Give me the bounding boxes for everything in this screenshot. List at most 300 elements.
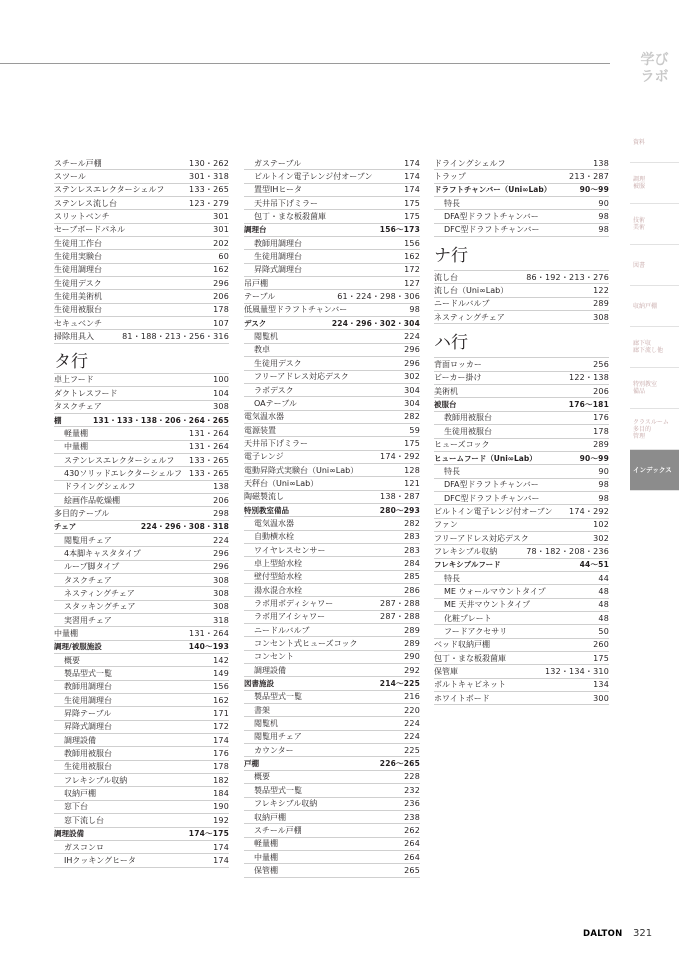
index-page-ref: 100	[213, 375, 229, 385]
index-entry-row	[434, 625, 609, 638]
index-entry-label: 天井吊下げミラー	[254, 198, 318, 208]
index-page-ref: 50	[598, 626, 609, 636]
index-entry-label: 低風量型ドラフトチャンバー	[244, 305, 348, 315]
index-entry-label: ビルトイン電子レンジ付オーブン	[434, 506, 553, 516]
index-page-ref: 308	[593, 312, 609, 322]
index-entry-label: ダクトレスフード	[54, 388, 118, 398]
index-entry-row	[244, 344, 420, 357]
index-entry-label: フードアクセサリ	[444, 626, 508, 636]
index-entry-row	[434, 224, 609, 237]
index-entry-row	[434, 479, 609, 492]
index-page-ref: 123・279	[189, 198, 229, 208]
index-entry-row	[434, 157, 609, 170]
index-entry-label: ヒューズコック	[434, 440, 490, 450]
index-page-ref: 289	[404, 639, 420, 649]
index-page-ref: 216	[404, 692, 420, 702]
sidebar-tab[interactable]	[630, 163, 679, 204]
index-page-ref: 174	[404, 158, 420, 168]
index-page-ref: 280〜293	[379, 505, 420, 515]
index-entry-row	[54, 854, 229, 867]
index-entry-label: 閲覧用チェア	[64, 535, 112, 545]
index-entry-row	[54, 667, 229, 680]
index-category-row	[244, 757, 420, 770]
index-entry-row	[244, 784, 420, 797]
index-page-ref: 98	[598, 493, 609, 503]
index-page-ref: 107	[213, 318, 229, 328]
index-page-ref: 131・264	[189, 428, 229, 438]
index-page-ref: 174	[404, 172, 420, 182]
index-entry-row	[244, 717, 420, 730]
index-entry-row	[54, 401, 229, 414]
index-page-ref: 206	[213, 495, 229, 505]
index-entry-label: 製品型式一覧	[64, 669, 112, 679]
index-entry-label: ラボ用ボディシャワー	[254, 599, 334, 609]
index-entry-label: フレキシブル収納	[254, 799, 318, 809]
index-entry-row	[54, 197, 229, 210]
index-page-ref: 182	[213, 775, 229, 785]
index-entry-label: 教卓	[254, 345, 270, 355]
index-entry-label: ニードルバルブ	[434, 299, 490, 309]
index-page-ref: 292	[404, 665, 420, 675]
index-page-ref: 59	[409, 425, 420, 435]
index-entry-row	[54, 290, 229, 303]
index-entry-row	[244, 771, 420, 784]
index-page-ref: 98	[598, 212, 609, 222]
index-entry-label: 特長	[444, 466, 460, 476]
index-entry-label: ボルトキャビネット	[434, 680, 506, 690]
index-page-ref: 178	[593, 426, 609, 436]
index-entry-label: 天秤台（Uni∞Lab）	[244, 478, 319, 488]
index-page-ref: 98	[598, 480, 609, 490]
index-section-heading: ハ行	[434, 324, 609, 358]
index-entry-row	[244, 838, 420, 851]
index-page-ref: 304	[404, 398, 420, 408]
index-page-ref: 296	[404, 345, 420, 355]
index-entry-label: 製品型式一覧	[254, 785, 302, 795]
index-entry-label: 流し台（Uni∞Lab）	[434, 286, 509, 296]
index-page-ref: 238	[404, 812, 420, 822]
index-entry-label: ベッド収納戸棚	[434, 640, 490, 650]
index-entry-row	[54, 157, 229, 170]
index-entry-label: スタッキングチェア	[64, 602, 136, 612]
index-page-ref: 308	[213, 602, 229, 612]
index-entry-row	[244, 651, 420, 664]
index-page-ref: 298	[213, 508, 229, 518]
index-entry-label: 生徒用調理台	[64, 695, 112, 705]
index-entry-row	[54, 317, 229, 330]
index-page-ref: 171	[213, 709, 229, 719]
index-entry-row	[244, 798, 420, 811]
index-entry-label: DFA型ドラフトチャンバー	[444, 212, 539, 222]
index-page-ref: 289	[404, 625, 420, 635]
dalton-logo: DALTON	[583, 929, 623, 939]
index-entry-label: 生徒用デスク	[254, 358, 302, 368]
index-page-ref: 286	[404, 585, 420, 595]
index-entry-row	[244, 237, 420, 250]
index-page-ref: 172	[404, 265, 420, 275]
index-page-ref: 296	[213, 562, 229, 572]
index-page-ref: 98	[598, 225, 609, 235]
index-page-ref: 290	[404, 652, 420, 662]
index-entry-label: 生徒用調理台	[254, 252, 302, 262]
index-entry-row	[54, 747, 229, 760]
index-entry-label: タスクチェア	[64, 575, 112, 585]
index-entry-row	[434, 639, 609, 652]
index-entry-label: コンセント式ヒューズコック	[254, 639, 358, 649]
index-entry-label: 生徒用被服台	[64, 762, 112, 772]
index-entry-row	[244, 664, 420, 677]
index-page-ref: 304	[404, 385, 420, 395]
index-entry-row	[244, 304, 420, 317]
index-entry-row	[244, 411, 420, 424]
index-page-ref: 174	[213, 855, 229, 865]
index-category-row	[244, 504, 420, 517]
index-entry-row	[54, 601, 229, 614]
index-entry-label: 自動横水栓	[254, 532, 294, 542]
index-entry-row	[244, 517, 420, 530]
index-entry-row	[244, 451, 420, 464]
index-page-ref: 318	[213, 615, 229, 625]
index-entry-row	[54, 494, 229, 507]
index-entry-label: 4本脚キャスタタイプ	[64, 548, 141, 558]
page-number: 321	[633, 928, 653, 939]
index-page-ref: 176	[593, 413, 609, 423]
index-page-ref: 287・288	[380, 612, 420, 622]
index-page-ref: 282	[404, 518, 420, 528]
index-category-row	[54, 521, 229, 534]
index-page-ref: 61・224・298・306	[337, 292, 420, 302]
index-entry-row	[54, 761, 229, 774]
index-entry-label: 生徒用デスク	[54, 278, 102, 288]
index-entry-label: 生徒用美術机	[54, 292, 102, 302]
index-entry-label: ヒュームフード（Uni∞Lab）	[434, 453, 537, 463]
index-entry-row	[244, 170, 420, 183]
index-page-ref: 121	[404, 478, 420, 488]
index-entry-row	[244, 357, 420, 370]
sidebar-brand-title: 学び ラボ	[640, 52, 669, 85]
index-page-ref: 131・264	[189, 629, 229, 639]
index-entry-label: 生徒用実験台	[54, 252, 102, 262]
index-entry-label: 多目的テーブル	[54, 508, 110, 518]
index-entry-label: 卓上フード	[54, 375, 94, 385]
index-entry-label: 棚	[54, 415, 62, 425]
index-page-ref: 232	[404, 785, 420, 795]
index-page-ref: 174・292	[569, 506, 609, 516]
index-entry-label: コンセント	[254, 652, 294, 662]
index-entry-row	[244, 824, 420, 837]
index-page-ref: 130・262	[189, 158, 229, 168]
index-entry-label: ME 天井マウントタイプ	[444, 600, 531, 610]
index-entry-row	[54, 467, 229, 480]
sidebar-tab-label: クラスルーム 多目的 管理	[633, 418, 669, 440]
index-category-row	[54, 828, 229, 841]
index-page-ref: 308	[213, 402, 229, 412]
sidebar-tab[interactable]	[630, 327, 679, 368]
index-page-ref: 283	[404, 532, 420, 542]
index-entry-label: ラボ用アイシャワー	[254, 612, 326, 622]
index-entry-label: スツール	[54, 172, 86, 182]
index-entry-row	[244, 611, 420, 624]
index-entry-row	[244, 557, 420, 570]
sidebar-tab[interactable]	[630, 409, 679, 450]
index-page-ref: 174・292	[380, 452, 420, 462]
index-entry-row	[54, 170, 229, 183]
index-entry-row	[244, 691, 420, 704]
index-entry-label: 電気温水器	[244, 412, 284, 422]
index-entry-label: 流し台	[434, 272, 458, 282]
index-entry-row	[244, 371, 420, 384]
index-entry-row	[54, 250, 229, 263]
sidebar-tab[interactable]	[630, 450, 679, 491]
index-page-ref: 224	[404, 732, 420, 742]
index-entry-label: スチール戸棚	[254, 825, 302, 835]
index-entry-label: 昇降式調理台	[64, 722, 112, 732]
index-entry-label: 包丁・まな板殺菌庫	[434, 653, 506, 663]
index-entry-row	[244, 571, 420, 584]
index-page-ref: 202	[213, 238, 229, 248]
index-entry-row	[54, 707, 229, 720]
index-entry-row	[54, 427, 229, 440]
index-entry-label: ワイヤレスセンサー	[254, 545, 326, 555]
index-entry-label: 中量棚	[254, 852, 278, 862]
index-entry-row	[244, 531, 420, 544]
index-entry-label: セキュベンチ	[54, 318, 102, 328]
index-entry-label: 窓下台	[64, 802, 88, 812]
index-entry-label: 保管棚	[254, 865, 278, 875]
index-entry-label: 収納戸棚	[254, 812, 286, 822]
index-entry-label: 電子レンジ	[244, 452, 284, 462]
index-page-ref: 174	[213, 735, 229, 745]
index-entry-row	[54, 681, 229, 694]
index-entry-row	[434, 439, 609, 452]
index-entry-label: 教師用調理台	[254, 238, 302, 248]
index-page-ref: 224・296・302・304	[331, 318, 420, 328]
index-page-ref: 220	[404, 705, 420, 715]
index-entry-row	[54, 264, 229, 277]
index-entry-row	[54, 654, 229, 667]
index-entry-row	[434, 572, 609, 585]
index-page-ref: 156〜173	[379, 225, 420, 235]
index-page-ref: 175	[404, 438, 420, 448]
index-entry-label: 絵画作品乾燥棚	[64, 495, 120, 505]
index-entry-label: 特別教室備品	[244, 505, 289, 515]
index-entry-label: 生徒用被服台	[444, 426, 492, 436]
index-entry-row	[54, 184, 229, 197]
sidebar-tab[interactable]	[630, 122, 679, 163]
index-entry-row	[54, 534, 229, 547]
index-page-ref: 213・287	[569, 172, 609, 182]
index-entry-label: 教師用被服台	[444, 413, 492, 423]
index-entry-label: ステンレスエレクターシェルフ	[64, 455, 175, 465]
index-entry-label: 置型IHヒータ	[254, 185, 303, 195]
index-page-ref: 296	[213, 548, 229, 558]
index-entry-label: ステンレスエレクターシェルフ	[54, 185, 165, 195]
index-entry-label: 閲覧机	[254, 332, 278, 342]
index-entry-row	[54, 330, 229, 343]
index-page-ref: 176	[213, 749, 229, 759]
index-category-row	[434, 559, 609, 572]
sidebar-tab[interactable]	[630, 286, 679, 327]
index-page-ref: 264	[404, 852, 420, 862]
index-entry-row	[244, 597, 420, 610]
sidebar-tab[interactable]	[630, 245, 679, 286]
index-entry-row	[434, 585, 609, 598]
index-entry-row	[54, 454, 229, 467]
index-entry-row	[244, 330, 420, 343]
index-page-ref: 81・188・213・256・316	[122, 332, 229, 342]
index-column-1	[54, 157, 229, 868]
index-entry-row	[434, 465, 609, 478]
index-page-ref: 284	[404, 558, 420, 568]
index-entry-label: 閲覧用チェア	[254, 732, 302, 742]
index-entry-row	[54, 587, 229, 600]
index-page-ref: 285	[404, 572, 420, 582]
index-page-ref: 302	[404, 372, 420, 382]
index-entry-row	[244, 731, 420, 744]
index-page-ref: 178	[213, 305, 229, 315]
index-entry-row	[54, 801, 229, 814]
index-page-ref: 174〜175	[188, 829, 229, 839]
index-entry-row	[54, 721, 229, 734]
index-entry-label: 保管庫	[434, 667, 458, 677]
index-page-ref: 78・182・208・236	[526, 546, 609, 556]
index-page-ref: 48	[598, 586, 609, 596]
index-page-ref: 301・318	[189, 172, 229, 182]
index-page-ref: 138・287	[380, 492, 420, 502]
index-entry-label: 戸棚	[244, 759, 259, 769]
index-page-ref: 90〜99	[579, 185, 609, 195]
index-entry-row	[244, 624, 420, 637]
index-entry-label: スチール戸棚	[54, 158, 102, 168]
index-entry-row	[434, 385, 609, 398]
page-footer	[0, 926, 679, 942]
index-section-heading: ナ行	[434, 237, 609, 271]
index-entry-row	[244, 464, 420, 477]
index-entry-row	[54, 441, 229, 454]
index-entry-label: 軽量棚	[254, 839, 278, 849]
index-page-ref: 224・296・308・318	[140, 522, 229, 532]
index-entry-row	[54, 507, 229, 520]
index-entry-label: ドライングシェルフ	[64, 482, 136, 492]
index-column-2	[244, 157, 420, 878]
index-entry-label: フレキシブル収納	[434, 546, 498, 556]
index-entry-row	[244, 397, 420, 410]
index-entry-label: 美術机	[434, 386, 458, 396]
index-page-ref: 256	[593, 360, 609, 370]
index-page-ref: 296	[404, 358, 420, 368]
index-entry-label: 概要	[254, 772, 270, 782]
sidebar-tab[interactable]	[630, 204, 679, 245]
index-entry-label: 卓上型給水栓	[254, 558, 302, 568]
index-entry-label: 軽量棚	[64, 428, 88, 438]
index-entry-label: ループ脚タイプ	[64, 562, 120, 572]
index-entry-label: 被服台	[434, 400, 457, 410]
index-entry-row	[434, 599, 609, 612]
sidebar-tab-label: インデックス	[633, 465, 672, 474]
index-page-ref: 224	[404, 719, 420, 729]
index-entry-row	[244, 250, 420, 263]
index-entry-label: チェア	[54, 522, 77, 532]
index-page-ref: 90	[598, 466, 609, 476]
index-category-row	[244, 224, 420, 237]
index-entry-label: 教師用被服台	[64, 749, 112, 759]
index-entry-row	[434, 505, 609, 518]
index-page-ref: 60	[218, 252, 229, 262]
index-entry-row	[244, 277, 420, 290]
index-entry-label: IHクッキングヒータ	[64, 855, 136, 865]
index-entry-row	[434, 412, 609, 425]
index-entry-label: 生徒用工作台	[54, 238, 102, 248]
index-page-ref: 289	[593, 440, 609, 450]
index-page-ref: 296	[213, 278, 229, 288]
index-page-ref: 262	[404, 825, 420, 835]
sidebar-tab-label: 特別教室 備品	[633, 381, 658, 395]
index-entry-row	[54, 304, 229, 317]
index-entry-row	[54, 561, 229, 574]
index-entry-row	[434, 170, 609, 183]
index-entry-label: 概要	[64, 655, 80, 665]
index-page-ref: 289	[593, 299, 609, 309]
index-entry-row	[244, 264, 420, 277]
index-page-ref: 287・288	[380, 599, 420, 609]
index-category-row	[434, 452, 609, 465]
index-page-ref: 90	[598, 198, 609, 208]
index-entry-row	[244, 384, 420, 397]
index-page-ref: 98	[409, 305, 420, 315]
index-page-ref: 206	[213, 292, 229, 302]
index-page-ref: 206	[593, 386, 609, 396]
index-page-ref: 131・264	[189, 442, 229, 452]
index-entry-label: DFC型ドラフトチャンバー	[444, 225, 540, 235]
index-entry-label: 掃除用具入	[54, 332, 94, 342]
index-entry-label: 調理設備	[254, 665, 286, 675]
index-entry-row	[244, 851, 420, 864]
index-entry-row	[244, 704, 420, 717]
index-entry-label: ガスコンロ	[64, 842, 104, 852]
index-entry-label: 電気温水器	[254, 518, 294, 528]
index-page-ref: 301	[213, 225, 229, 235]
index-entry-label: カウンター	[254, 745, 294, 755]
index-entry-row	[244, 811, 420, 824]
index-page-ref: 133・265	[189, 185, 229, 195]
sidebar-tab[interactable]	[630, 368, 679, 409]
index-entry-label: ファン	[434, 520, 458, 530]
index-entry-label: 昇降式調理台	[254, 265, 302, 275]
index-entry-label: 特長	[444, 573, 460, 583]
index-entry-row	[54, 481, 229, 494]
index-entry-row	[244, 437, 420, 450]
index-page-ref: 260	[593, 640, 609, 650]
index-entry-label: タスクチェア	[54, 402, 102, 412]
index-entry-label: DFA型ドラフトチャンバー	[444, 480, 539, 490]
index-entry-label: ネスティングチェア	[434, 312, 505, 322]
index-page-ref: 133・265	[189, 468, 229, 478]
index-entry-label: ドライングシェルフ	[434, 158, 506, 168]
index-entry-label: ステンレス流し台	[54, 198, 117, 208]
index-entry-row	[434, 679, 609, 692]
index-page-ref: 122	[593, 286, 609, 296]
index-entry-label: 製品型式一覧	[254, 692, 302, 702]
index-entry-row	[54, 614, 229, 627]
index-entry-row	[434, 492, 609, 505]
index-entry-label: 430ソリッドエレクターシェルフ	[64, 468, 182, 478]
index-page-ref: 192	[213, 815, 229, 825]
index-entry-row	[434, 665, 609, 678]
sidebar-tab-label: 技術 美術	[633, 217, 646, 231]
index-entry-label: DFC型ドラフトチャンバー	[444, 493, 540, 503]
index-page-ref: 225	[404, 745, 420, 755]
index-entry-row	[54, 841, 229, 854]
